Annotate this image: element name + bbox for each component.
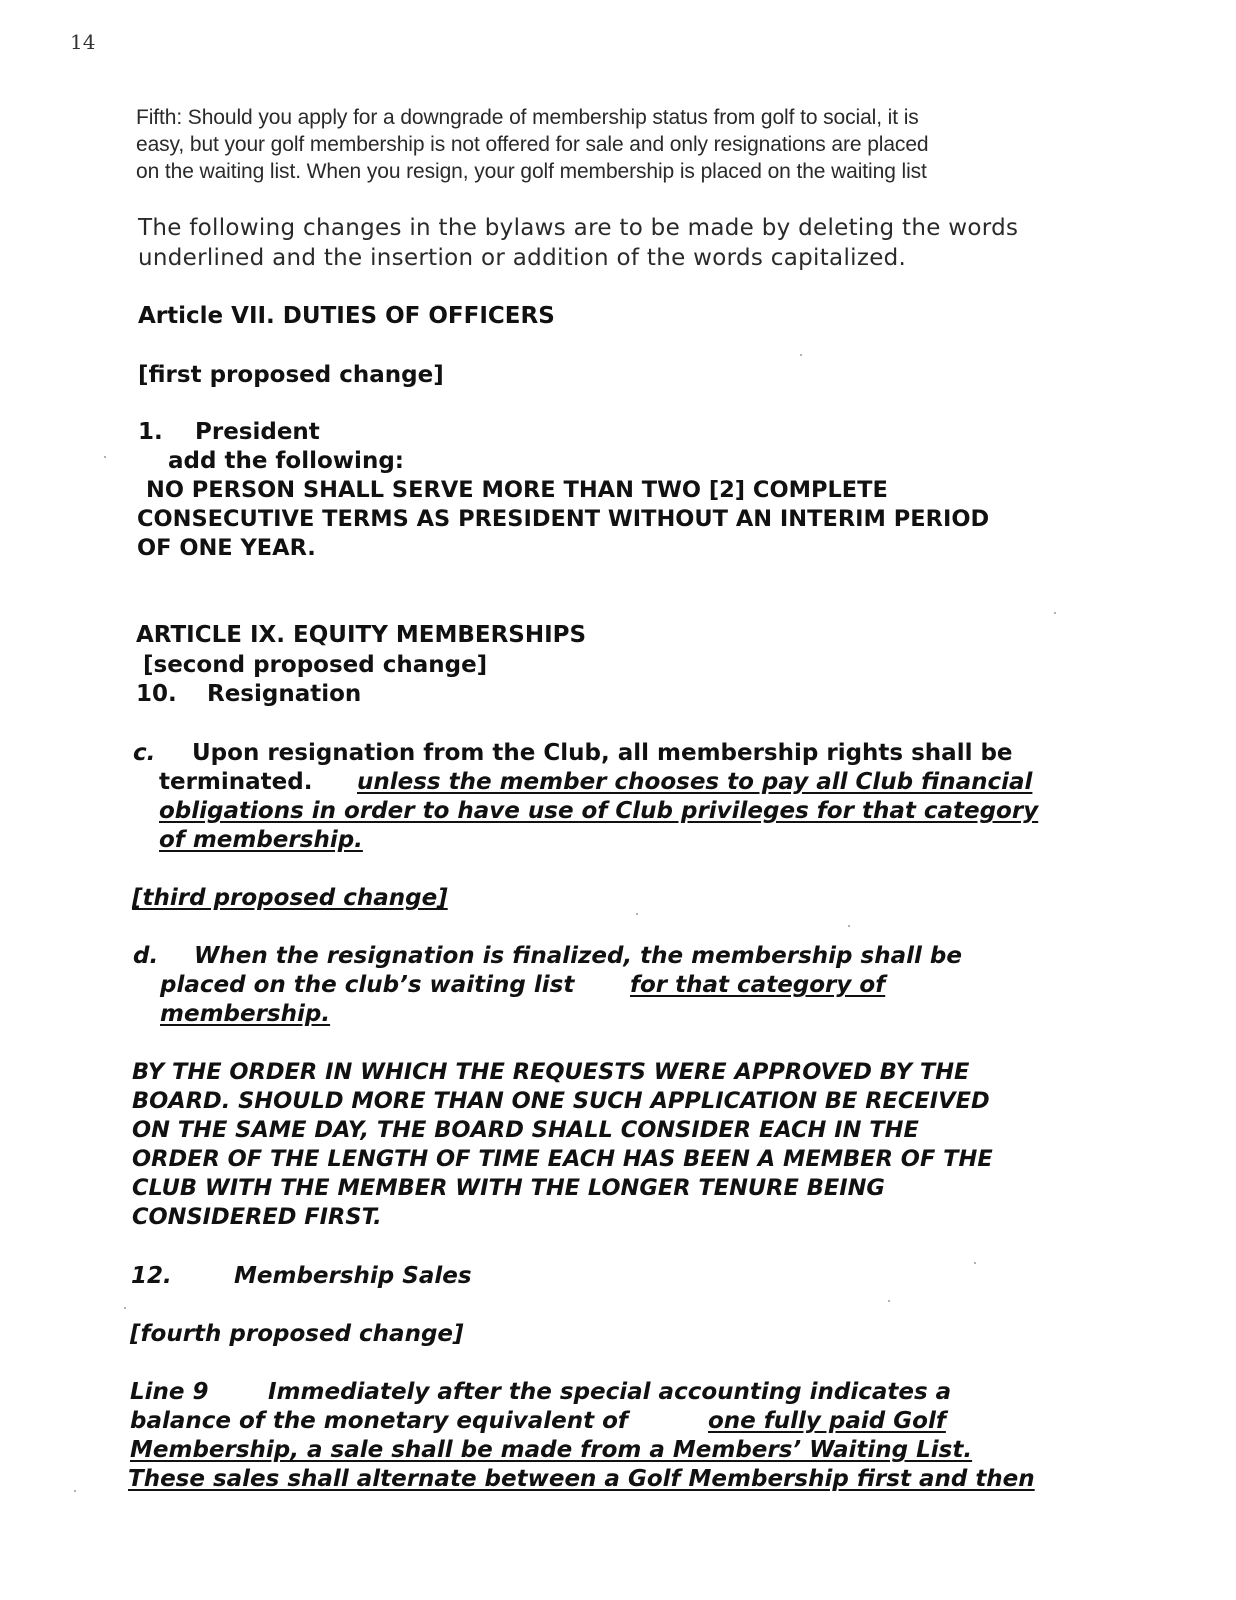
- scan-speck: [1054, 612, 1056, 614]
- item-10-title: Resignation: [207, 681, 362, 707]
- page-number: 14: [70, 30, 96, 54]
- item-12-title: Membership Sales: [234, 1263, 472, 1289]
- article-vii-heading: Article VII. DUTIES OF OFFICERS: [138, 303, 555, 329]
- scan-speck: [888, 1300, 890, 1302]
- line-9-deleted-3: These sales shall alternate between a Golf Membership first and then: [128, 1466, 1035, 1492]
- insert-d-line-2: BOARD. SHOULD MORE THAN ONE SUCH APPLICATION BE RECEIVED: [132, 1088, 990, 1114]
- clause-d-line-1: When the resignation is finalized, the membership shall be: [194, 943, 962, 969]
- item-1-number: 1.: [138, 419, 163, 445]
- intro-line-1: The following changes in the bylaws are to be made by deleting the words: [138, 215, 1019, 241]
- item-1-title: President: [195, 419, 320, 445]
- clause-d-letter: d.: [133, 943, 159, 969]
- insert-d-line-5: CLUB WITH THE MEMBER WITH THE LONGER TENURE BEING: [132, 1175, 885, 1201]
- fifth-line-2: easy, but your golf membership is not offered for sale and only resignations are placed: [136, 133, 929, 156]
- insert-line-3: OF ONE YEAR.: [137, 535, 316, 561]
- scan-speck: [104, 456, 106, 458]
- line-9-text-2: balance of the monetary equivalent of: [130, 1408, 628, 1434]
- clause-d-deleted-2: membership.: [160, 1001, 331, 1027]
- clause-c-terminated: terminated.: [159, 769, 313, 795]
- insert-d-line-6: CONSIDERED FIRST.: [132, 1204, 382, 1230]
- third-change-label: [third proposed change]: [132, 885, 448, 911]
- scan-speck: [974, 1262, 976, 1264]
- fifth-line-1: Fifth: Should you apply for a downgrade of membership status from golf to social, it is: [136, 106, 919, 129]
- scan-speck: [636, 913, 638, 915]
- article-ix-heading: ARTICLE IX. EQUITY MEMBERSHIPS: [136, 622, 587, 648]
- add-following-text: add the following:: [168, 448, 404, 474]
- clause-d-deleted-1: for that category of: [630, 972, 886, 998]
- fourth-change-label: [fourth proposed change]: [130, 1321, 464, 1347]
- clause-c-deleted-1: unless the member chooses to pay all Club financial: [357, 769, 1033, 795]
- fifth-line-3: on the waiting list. When you resign, your golf membership is placed on the waiting list: [136, 160, 927, 183]
- item-12-number: 12.: [131, 1263, 172, 1289]
- clause-c-line-1: Upon resignation from the Club, all membership rights shall be: [192, 740, 1013, 766]
- first-change-label: [first proposed change]: [138, 362, 444, 388]
- insert-d-line-4: ORDER OF THE LENGTH OF TIME EACH HAS BEEN A MEMBER OF THE: [132, 1146, 993, 1172]
- scan-speck: [848, 925, 850, 927]
- insert-line-2: CONSECUTIVE TERMS AS PRESIDENT WITHOUT AN INTERIM PERIOD: [137, 506, 990, 532]
- scan-speck: [124, 1307, 126, 1309]
- item-10-number: 10.: [136, 681, 177, 707]
- clause-d-line-2: placed on the club’s waiting list: [160, 972, 575, 998]
- clause-c-deleted-2: obligations in order to have use of Club privileges for that category: [159, 798, 1039, 824]
- line-9-label: Line 9: [130, 1379, 209, 1405]
- insert-line-1: NO PERSON SHALL SERVE MORE THAN TWO [2] COMPLETE: [146, 477, 888, 503]
- scan-speck: [800, 354, 802, 356]
- scan-speck: [74, 1490, 76, 1492]
- insert-d-line-3: ON THE SAME DAY, THE BOARD SHALL CONSIDER EACH IN THE: [132, 1117, 919, 1143]
- line-9-text-1: Immediately after the special accounting indicates a: [268, 1379, 952, 1405]
- insert-d-line-1: BY THE ORDER IN WHICH THE REQUESTS WERE APPROVED BY THE: [132, 1059, 970, 1085]
- line-9-deleted-2: Membership, a sale shall be made from a Members’ Waiting List.: [130, 1437, 973, 1463]
- clause-c-letter: c.: [133, 740, 156, 766]
- intro-line-2: underlined and the insertion or addition of the words capitalized.: [138, 245, 907, 271]
- line-9-deleted-1: one fully paid Golf: [708, 1408, 946, 1434]
- second-change-label: [second proposed change]: [143, 652, 488, 678]
- clause-c-deleted-3: of membership.: [159, 827, 363, 853]
